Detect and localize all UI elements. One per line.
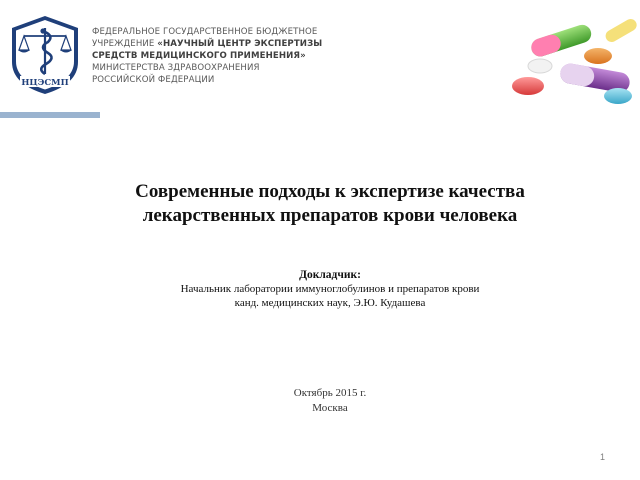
- org-line-2: [92, 38, 422, 50]
- capsules-icon: [500, 10, 640, 110]
- logo-text: НЦЭСМП: [21, 78, 69, 88]
- presentation-date: Октябрь 2015 г.: [293, 387, 367, 399]
- org-line-3-bold: СРЕДСТВ МЕДИЦИНСКОГО ПРИМЕНЕНИЯ»: [92, 51, 306, 61]
- org-line-5: РОССИЙСКОЙ ФЕДЕРАЦИИ: [92, 75, 215, 85]
- accent-bar: [0, 112, 100, 118]
- page-number: 1: [599, 452, 605, 462]
- date-place: [40, 386, 620, 416]
- org-line-3: [92, 50, 422, 62]
- organization-name: [92, 26, 422, 86]
- slide-title: [40, 180, 620, 228]
- speaker-block: [40, 268, 620, 310]
- presentation-city: Москва: [312, 402, 348, 414]
- speaker-name: канд. медицинских наук, Э.Ю. Кудашева: [234, 297, 426, 309]
- pills-image: [500, 10, 640, 110]
- org-line-2-bold: «НАУЧНЫЙ ЦЕНТР ЭКСПЕРТИЗЫ: [157, 39, 323, 49]
- org-line-1: ФЕДЕРАЛЬНОЕ ГОСУДАРСТВЕННОЕ БЮДЖЕТНОЕ: [92, 27, 318, 37]
- org-line-2-prefix: УЧРЕЖДЕНИЕ: [92, 39, 158, 49]
- speaker-position: Начальник лаборатории иммуноглобулинов и препаратов крови: [180, 283, 480, 295]
- speaker-heading: Докладчик:: [299, 269, 361, 281]
- organization-logo: [10, 14, 80, 96]
- asclepius-logo-icon: [10, 14, 80, 96]
- title-line-2: лекарственных препаратов крови человека: [142, 205, 518, 226]
- org-line-4: МИНИСТЕРСТВА ЗДРАВООХРАНЕНИЯ: [92, 63, 260, 73]
- title-line-1: Современные подходы к экспертизе качества: [135, 181, 525, 202]
